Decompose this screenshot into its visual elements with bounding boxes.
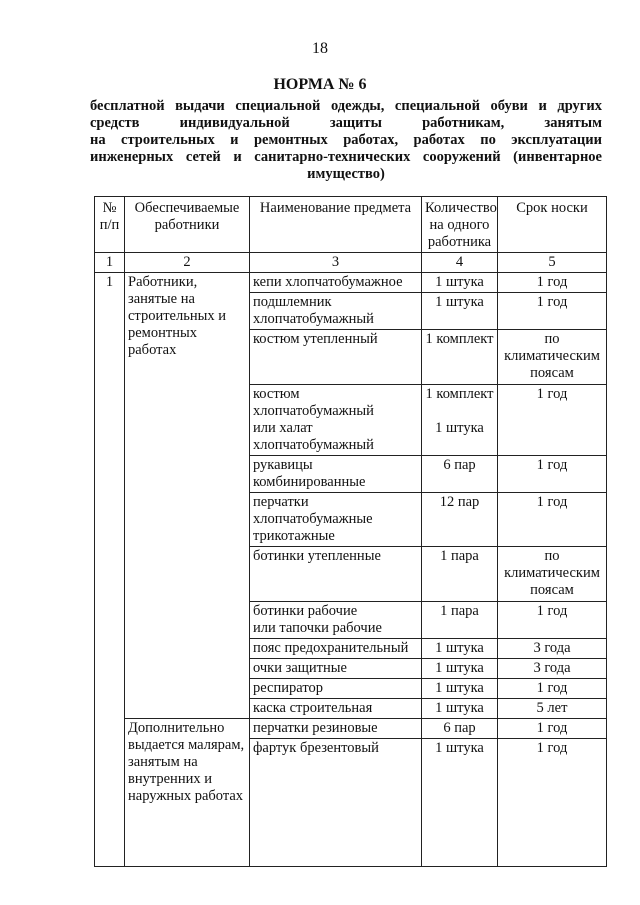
term-cell: 1 год [498,385,607,456]
quantity-cell: 1 штука [422,273,498,293]
item-alternative: или халат хлопчатобумажный [253,420,374,453]
subtitle-line: имущество) [307,166,385,182]
quantity-text: 1 комплект [425,386,494,402]
term-cell: 1 год [498,493,607,547]
term-cell: по климатическим поясам [498,330,607,385]
term-cell: 1 год [498,602,607,639]
subtitle-line: бесплатной выдачи специальной одежды, специальной обуви и других [90,98,602,114]
quantity-cell: 1 штука [422,679,498,699]
item-cell: респиратор [250,679,422,699]
item-cell: перчатки хлопчатобумажные трикотажные [250,493,422,547]
item-cell: рукавицы комбинированные [250,456,422,493]
item-cell [250,385,422,456]
item-cell: фартук брезентовый [250,739,422,867]
quantity-cell: 1 пара [422,547,498,602]
item-cell: подшлемник хлопчатобумажный [250,293,422,330]
item-text: ботинки рабочие [253,603,358,619]
quantity-cell: 1 штука [422,739,498,867]
table-row [95,719,607,739]
term-cell: 5 лет [498,699,607,719]
item-cell: пояс предохранительный [250,639,422,659]
column-number: 4 [422,253,498,273]
quantity-cell: 6 пар [422,456,498,493]
quantity-cell [422,385,498,456]
item-cell: кепи хлопчатобумажное [250,273,422,293]
item-text: костюм хлопчатобумажный [253,386,374,419]
quantity-cell: 1 штука [422,293,498,330]
quantity-cell: 1 штука [422,639,498,659]
row-number: 1 [95,273,125,867]
norm-title: НОРМА № 6 [273,76,367,93]
quantity-cell: 12 пар [422,493,498,547]
page-number: 18 [312,40,328,57]
term-cell: 1 год [498,679,607,699]
header-item: Наименование предмета [250,197,422,253]
item-cell: перчатки резиновые [250,719,422,739]
subtitle-line: на строительных и ремонтных работах, работах по эксплуатации [90,132,602,148]
term-cell: 1 год [498,293,607,330]
term-cell: 1 год [498,719,607,739]
term-cell: 1 год [498,273,607,293]
term-cell: 3 года [498,659,607,679]
quantity-cell: 1 штука [422,659,498,679]
subtitle-line: средств индивидуальной защиты работникам, занятым [90,115,602,131]
term-cell: 3 года [498,639,607,659]
worker-group-cell: Работники, занятые на строительных и ремонтных работах [125,273,250,719]
header-workers: Обеспечиваемые работники [125,197,250,253]
column-number: 5 [498,253,607,273]
quantity-cell: 1 штука [422,699,498,719]
table-row [95,273,607,293]
header-term: Срок носки [498,197,607,253]
norm-subtitle [90,98,602,183]
column-number: 1 [95,253,125,273]
term-cell: 1 год [498,456,607,493]
quantity-cell: 1 комплект [422,330,498,385]
column-number: 3 [250,253,422,273]
header-number: № п/п [95,197,125,253]
item-cell: костюм утепленный [250,330,422,385]
term-cell: 1 год [498,739,607,867]
quantity-alternative: 1 штука [435,420,484,436]
worker-group-cell: Дополнительно выдается малярам, занятым на внутренних и наружных работах [125,719,250,867]
item-cell: ботинки утепленные [250,547,422,602]
subtitle-line: инженерных сетей и санитарно-технических сооружений (инвентарное [90,149,602,165]
header-quantity: Количество на одного работника [422,197,498,253]
term-cell: по климатическим поясам [498,547,607,602]
norm-table [94,196,607,867]
quantity-cell: 6 пар [422,719,498,739]
item-cell: каска строительная [250,699,422,719]
item-cell: очки защитные [250,659,422,679]
column-number: 2 [125,253,250,273]
quantity-cell: 1 пара [422,602,498,639]
item-cell [250,602,422,639]
item-alternative: или тапочки рабочие [253,620,382,636]
